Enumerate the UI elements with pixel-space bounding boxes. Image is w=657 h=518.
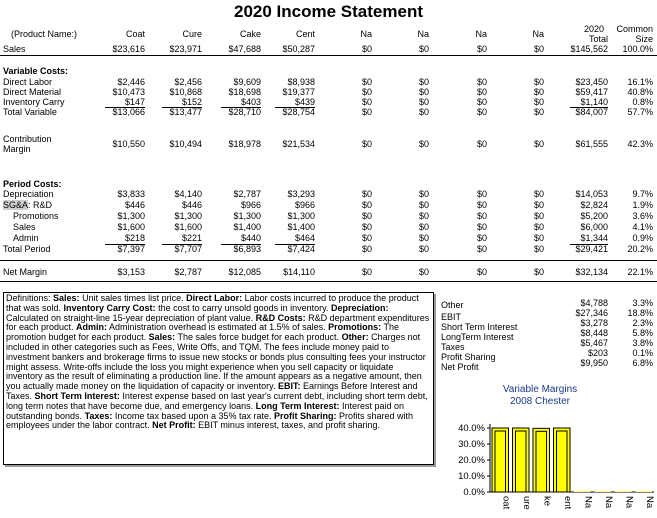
variable-cost-value: $0 bbox=[476, 77, 487, 87]
period-cost-value: $3,293 bbox=[287, 189, 315, 199]
variable-cost-value: $10,473 bbox=[112, 87, 145, 97]
net-margin-value: $0 bbox=[476, 267, 487, 277]
period-cost-value: $440 bbox=[240, 233, 261, 243]
net-margin-common-size: 22.1% bbox=[627, 267, 653, 277]
variable-cost-value: $0 bbox=[418, 87, 429, 97]
product-name-label: (Product Name:) bbox=[11, 29, 78, 39]
contribution-value: $21,534 bbox=[282, 139, 315, 149]
total-header: Total bbox=[588, 34, 608, 44]
y-tick-label: 10.0% bbox=[458, 471, 485, 482]
column-header: Cake bbox=[239, 29, 261, 39]
variable-cost-value: $13,066 bbox=[112, 107, 145, 117]
chart-bar bbox=[595, 492, 612, 493]
x-tick-label: Na bbox=[643, 496, 655, 509]
period-cost-value: $7,707 bbox=[174, 244, 202, 254]
other-item-common-size: 3.3% bbox=[632, 298, 653, 308]
variable-margins-chart bbox=[440, 382, 657, 518]
definition-term: Inventory Carry Cost: bbox=[63, 302, 156, 313]
period-cost-value: $1,400 bbox=[287, 222, 315, 232]
period-cost-total: $5,200 bbox=[580, 211, 608, 221]
period-cost-value: $0 bbox=[533, 200, 544, 210]
variable-cost-label: Total Variable bbox=[3, 107, 57, 117]
definition-text: Interest paid on outstanding bonds. bbox=[6, 400, 405, 421]
other-item-total: $8,448 bbox=[580, 328, 608, 338]
chart-bar bbox=[513, 428, 530, 492]
total-period-underline bbox=[570, 244, 608, 245]
total-variable-underline bbox=[221, 107, 261, 108]
net-margin-value: $14,110 bbox=[283, 267, 315, 277]
other-item-common-size: 2.3% bbox=[632, 318, 653, 328]
period-cost-common-size: 20.2% bbox=[627, 244, 653, 254]
period-cost-value: $0 bbox=[418, 233, 429, 243]
definition-term: Sales: bbox=[148, 332, 176, 343]
chart-bar bbox=[615, 492, 632, 493]
other-item-common-size: 6.8% bbox=[632, 358, 653, 368]
column-header: Cent bbox=[295, 29, 315, 39]
x-tick-label: ent bbox=[561, 496, 573, 510]
definition-term: EBIT: bbox=[278, 381, 301, 392]
definition-text: Calculated on straight-line 15-year depreciation of plant value. bbox=[6, 312, 256, 323]
definition-term: Sales: bbox=[53, 293, 80, 303]
variable-cost-common-size: 16.1% bbox=[627, 77, 653, 87]
chart-bar bbox=[636, 492, 653, 493]
other-item-label: Profit Sharing bbox=[441, 352, 496, 362]
total-period-underline bbox=[162, 244, 202, 245]
variable-cost-value: $0 bbox=[361, 97, 372, 107]
other-item-label: Net Profit bbox=[441, 362, 479, 372]
chart-bar bbox=[492, 428, 509, 492]
definition-text: R&D department expenditures for each product. bbox=[6, 312, 430, 333]
common-header: Common bbox=[616, 24, 653, 34]
period-cost-value: $1,300 bbox=[174, 211, 202, 221]
net-margin-value: $0 bbox=[418, 267, 429, 277]
column-header: Coat bbox=[125, 29, 145, 39]
definition-text: Labor costs incurred to produce the product that was sold. bbox=[6, 293, 419, 313]
y-tick-label: 0.0% bbox=[463, 487, 485, 498]
definition-text: Profits shared with employees under the labor contract. bbox=[6, 410, 414, 431]
contribution-total: $61,555 bbox=[575, 139, 608, 149]
period-cost-common-size: 3.6% bbox=[632, 211, 653, 221]
period-cost-label: Sales bbox=[13, 222, 36, 232]
other-item-common-size: 3.8% bbox=[632, 338, 653, 348]
period-cost-label: Total Period bbox=[3, 244, 51, 254]
period-cost-value: $0 bbox=[361, 200, 372, 210]
sales-total: $145,562 bbox=[570, 44, 608, 54]
other-item-common-size: 0.1% bbox=[632, 348, 653, 358]
chart-bar bbox=[574, 492, 591, 493]
period-cost-value: $966 bbox=[240, 200, 261, 210]
period-cost-value: $0 bbox=[476, 244, 487, 254]
variable-cost-label: Inventory Carry bbox=[3, 97, 65, 107]
period-cost-label: Depreciation bbox=[3, 189, 54, 199]
period-cost-value: $0 bbox=[533, 244, 544, 254]
variable-costs-heading: Variable Costs: bbox=[3, 66, 69, 76]
variable-cost-value: $2,446 bbox=[117, 77, 145, 87]
total-variable-underline bbox=[570, 107, 608, 108]
definition-term: Short Term Interest: bbox=[34, 390, 120, 401]
variable-cost-value: $152 bbox=[181, 97, 202, 107]
variable-cost-value: $18,698 bbox=[228, 87, 261, 97]
period-cost-value: $0 bbox=[418, 211, 429, 221]
sales-value: $0 bbox=[476, 44, 487, 54]
variable-cost-value: $0 bbox=[533, 87, 544, 97]
period-cost-value: $0 bbox=[476, 211, 487, 221]
period-cost-total: $6,000 bbox=[580, 222, 608, 232]
period-cost-total: $29,421 bbox=[575, 244, 608, 254]
period-cost-value: $1,300 bbox=[233, 211, 261, 221]
variable-cost-common-size: 57.7% bbox=[627, 107, 653, 117]
total-year-header: 2020 bbox=[583, 24, 604, 34]
period-cost-value: $0 bbox=[361, 189, 372, 199]
definition-term: Profit Sharing: bbox=[274, 410, 337, 421]
period-cost-value: $966 bbox=[294, 200, 315, 210]
period-cost-value: $7,397 bbox=[117, 244, 145, 254]
net-margin-value: $3,153 bbox=[117, 267, 145, 277]
sales-value: $23,616 bbox=[112, 44, 145, 54]
x-tick-label: oat bbox=[500, 496, 512, 510]
period-cost-value: $0 bbox=[533, 211, 544, 221]
variable-cost-value: $28,710 bbox=[228, 107, 261, 117]
contribution-value: $10,550 bbox=[112, 139, 145, 149]
definition-term: Direct Labor: bbox=[186, 293, 243, 303]
period-cost-value: $464 bbox=[294, 233, 315, 243]
divider-line bbox=[0, 281, 657, 282]
definition-text: Income tax based upon a 35% tax rate. bbox=[112, 410, 275, 421]
variable-cost-total: $23,450 bbox=[575, 77, 608, 87]
period-cost-value: $0 bbox=[476, 189, 487, 199]
variable-cost-value: $0 bbox=[476, 107, 487, 117]
x-tick-label: ke bbox=[541, 496, 553, 507]
period-cost-value: $0 bbox=[418, 222, 429, 232]
period-cost-value: $446 bbox=[181, 200, 202, 210]
total-variable-underline bbox=[162, 107, 202, 108]
definition-text: the cost to carry unsold goods in inventory. bbox=[155, 302, 331, 313]
definition-text: Definitions: bbox=[6, 293, 54, 303]
contribution-value: $0 bbox=[476, 139, 487, 149]
period-cost-value: $1,600 bbox=[117, 222, 145, 232]
other-item-common-size: 18.8% bbox=[627, 308, 653, 318]
period-cost-value: $4,140 bbox=[174, 189, 202, 199]
period-cost-value: $221 bbox=[181, 233, 202, 243]
period-cost-value: $2,787 bbox=[233, 189, 261, 199]
period-cost-common-size: 9.7% bbox=[632, 189, 653, 199]
variable-cost-value: $147 bbox=[124, 97, 145, 107]
period-cost-value: $7,424 bbox=[287, 244, 315, 254]
definitions-box bbox=[3, 292, 434, 465]
period-cost-label: Admin bbox=[13, 233, 39, 243]
total-period-underline bbox=[275, 244, 315, 245]
divider-line bbox=[0, 55, 657, 56]
other-item-label: LongTerm Interest bbox=[441, 332, 514, 342]
variable-cost-value: $0 bbox=[418, 107, 429, 117]
sales-label: Sales bbox=[3, 44, 26, 54]
variable-cost-value: $403 bbox=[240, 97, 261, 107]
other-item-label: Taxes bbox=[441, 342, 465, 352]
period-cost-value: $1,400 bbox=[233, 222, 261, 232]
definition-text: Earnings Before Interest and Taxes. bbox=[6, 381, 418, 401]
period-cost-value: $0 bbox=[361, 211, 372, 221]
column-header: Na bbox=[360, 29, 372, 39]
period-cost-total: $1,344 bbox=[580, 233, 608, 243]
period-cost-common-size: 4.1% bbox=[632, 222, 653, 232]
definition-term: Depreciation: bbox=[331, 302, 389, 313]
column-header: Cure bbox=[182, 29, 202, 39]
period-cost-value: $0 bbox=[533, 222, 544, 232]
other-item-common-size: 5.8% bbox=[632, 328, 653, 338]
y-tick-label: 30.0% bbox=[458, 439, 485, 450]
net-margin-value: $2,787 bbox=[174, 267, 202, 277]
variable-cost-value: $9,609 bbox=[233, 77, 261, 87]
period-cost-common-size: 0.9% bbox=[632, 233, 653, 243]
contribution-value: $0 bbox=[361, 139, 372, 149]
other-item-total: $27,346 bbox=[575, 308, 608, 318]
other-item-total: $5,467 bbox=[580, 338, 608, 348]
period-costs-heading: Period Costs: bbox=[3, 179, 62, 189]
period-cost-value: $0 bbox=[418, 200, 429, 210]
chart-plot bbox=[440, 382, 657, 518]
definition-term: Admin: bbox=[76, 322, 108, 333]
variable-cost-value: $0 bbox=[361, 107, 372, 117]
total-period-underline bbox=[221, 244, 261, 245]
period-cost-total: $14,053 bbox=[575, 189, 608, 199]
sales-value: $50,287 bbox=[282, 44, 315, 54]
period-cost-total: $2,824 bbox=[580, 200, 608, 210]
variable-cost-value: $439 bbox=[294, 97, 315, 107]
definition-term: Other: bbox=[341, 332, 369, 343]
sales-common-size: 100.0% bbox=[622, 44, 653, 54]
definition-text: Charges not included in other categories such as Fees, Write Offs, and TQM. The fees include money paid to investment bankers and brokerage firms to issue new stocks or bonds plus consulting fees your instructor might assess. Write-offs include the loss you might experience when you sell capacity or liquidate inventory as the result of eliminating a production line. If the amount appears as a negative amount, then you actually made money on the liquidation of capacity or inventory. bbox=[6, 332, 426, 392]
sales-value: $0 bbox=[418, 44, 429, 54]
variable-cost-value: $0 bbox=[476, 87, 487, 97]
total-period-underline bbox=[105, 244, 145, 245]
y-tick-label: 40.0% bbox=[458, 423, 485, 434]
variable-cost-value: $0 bbox=[361, 87, 372, 97]
contribution-value: $18,978 bbox=[228, 139, 261, 149]
period-cost-value: $0 bbox=[361, 222, 372, 232]
variable-cost-total: $59,417 bbox=[575, 87, 608, 97]
x-tick-label: Na bbox=[602, 496, 614, 509]
period-cost-value: $0 bbox=[361, 233, 372, 243]
chart-subtitle: 2008 Chester bbox=[509, 396, 571, 407]
period-cost-value: $3,833 bbox=[117, 189, 145, 199]
other-item-total: $203 bbox=[587, 348, 608, 358]
other-item-label: Short Term Interest bbox=[441, 322, 518, 332]
sales-value: $0 bbox=[361, 44, 372, 54]
chart-bar bbox=[554, 428, 571, 492]
variable-cost-label: Direct Labor bbox=[3, 77, 53, 87]
period-cost-value: $1,600 bbox=[174, 222, 202, 232]
other-item-total: $9,950 bbox=[580, 358, 608, 368]
variable-cost-value: $10,868 bbox=[169, 87, 202, 97]
total-variable-underline bbox=[275, 107, 315, 108]
contribution-label: Margin bbox=[3, 144, 31, 154]
contribution-value: $0 bbox=[418, 139, 429, 149]
definition-text: The sales force budget for each product. bbox=[175, 332, 342, 343]
variable-cost-common-size: 0.8% bbox=[632, 97, 653, 107]
definition-text: Administration overhead is estimated at 1.5% of sales. bbox=[107, 322, 329, 333]
net-margin-value: $12,085 bbox=[228, 267, 261, 277]
chart-title: Variable Margins bbox=[502, 384, 578, 395]
period-cost-value: $0 bbox=[418, 244, 429, 254]
variable-cost-label: Direct Material bbox=[3, 87, 62, 97]
period-cost-value: $1,300 bbox=[287, 211, 315, 221]
variable-cost-value: $0 bbox=[533, 97, 544, 107]
x-tick-label: ure bbox=[520, 496, 532, 510]
sales-value: $47,688 bbox=[228, 44, 261, 54]
variable-cost-value: $8,938 bbox=[287, 77, 315, 87]
period-cost-value: $0 bbox=[476, 233, 487, 243]
period-cost-value: $0 bbox=[533, 233, 544, 243]
period-cost-label: Promotions bbox=[13, 211, 59, 221]
variable-cost-value: $0 bbox=[418, 77, 429, 87]
divider-line bbox=[0, 260, 657, 261]
contribution-label: Contribution bbox=[3, 134, 52, 144]
period-cost-value: $0 bbox=[418, 189, 429, 199]
definition-term: Taxes: bbox=[84, 410, 113, 421]
sales-value: $0 bbox=[533, 44, 544, 54]
period-cost-common-size: 1.9% bbox=[632, 200, 653, 210]
variable-cost-value: $0 bbox=[533, 77, 544, 87]
net-margin-value: $0 bbox=[533, 267, 544, 277]
variable-cost-value: $19,377 bbox=[282, 87, 315, 97]
period-cost-value: $6,893 bbox=[233, 244, 261, 254]
period-cost-value: $1,300 bbox=[117, 211, 145, 221]
period-cost-value: $0 bbox=[476, 222, 487, 232]
size-header: Size bbox=[635, 34, 653, 44]
variable-cost-value: $0 bbox=[361, 77, 372, 87]
other-item-total: $4,788 bbox=[580, 298, 608, 308]
net-margin-label: Net Margin bbox=[3, 267, 48, 277]
contribution-common-size: 42.3% bbox=[627, 139, 653, 149]
column-header: Na bbox=[417, 29, 429, 39]
sales-value: $23,971 bbox=[169, 44, 202, 54]
variable-cost-value: $13,477 bbox=[169, 107, 202, 117]
definition-text: The promotion budget for each product. bbox=[6, 322, 400, 343]
sga-highlight: SG&A bbox=[3, 200, 29, 210]
column-header: Na bbox=[475, 29, 487, 39]
period-cost-label: SG&A: R&D bbox=[3, 200, 53, 210]
contribution-value: $10,494 bbox=[169, 139, 202, 149]
x-tick-label: Na bbox=[582, 496, 594, 509]
column-header: Na bbox=[532, 29, 544, 39]
definition-text: EBIT minus interest, taxes, and profit sharing. bbox=[195, 420, 381, 431]
definition-text: Unit sales times list price. bbox=[79, 293, 187, 303]
chart-bar bbox=[533, 428, 550, 492]
other-item-total: $3,278 bbox=[580, 318, 608, 328]
definition-term: Promotions: bbox=[328, 322, 382, 333]
variable-cost-value: $28,754 bbox=[282, 107, 315, 117]
contribution-value: $0 bbox=[533, 139, 544, 149]
period-cost-value: $446 bbox=[124, 200, 145, 210]
period-cost-value: $0 bbox=[361, 244, 372, 254]
variable-cost-value: $0 bbox=[476, 97, 487, 107]
definition-term: Long Term Interest: bbox=[255, 400, 340, 411]
variable-cost-total: $1,140 bbox=[580, 97, 608, 107]
variable-cost-value: $0 bbox=[533, 107, 544, 117]
other-item-label: Other bbox=[441, 300, 464, 310]
variable-cost-total: $84,007 bbox=[575, 107, 608, 117]
variable-cost-value: $2,456 bbox=[174, 77, 202, 87]
definition-text: Interest expense based on last year's current debt, including short term debt, long term notes that have become due, and emergency loans. bbox=[6, 390, 428, 411]
variable-cost-value: $0 bbox=[418, 97, 429, 107]
period-cost-value: $0 bbox=[476, 200, 487, 210]
y-tick-label: 20.0% bbox=[458, 455, 485, 466]
period-cost-value: $0 bbox=[533, 189, 544, 199]
x-tick-label: Na bbox=[623, 496, 635, 509]
period-cost-value: $218 bbox=[124, 233, 145, 243]
net-margin-total: $32,134 bbox=[575, 267, 608, 277]
total-variable-underline bbox=[105, 107, 145, 108]
definition-term: R&D Costs: bbox=[255, 312, 306, 323]
page-title: 2020 Income Statement bbox=[234, 2, 423, 21]
other-item-label: EBIT bbox=[441, 312, 462, 322]
variable-cost-common-size: 40.8% bbox=[627, 87, 653, 97]
net-margin-value: $0 bbox=[361, 267, 372, 277]
definition-term: Net Profit: bbox=[152, 420, 196, 431]
